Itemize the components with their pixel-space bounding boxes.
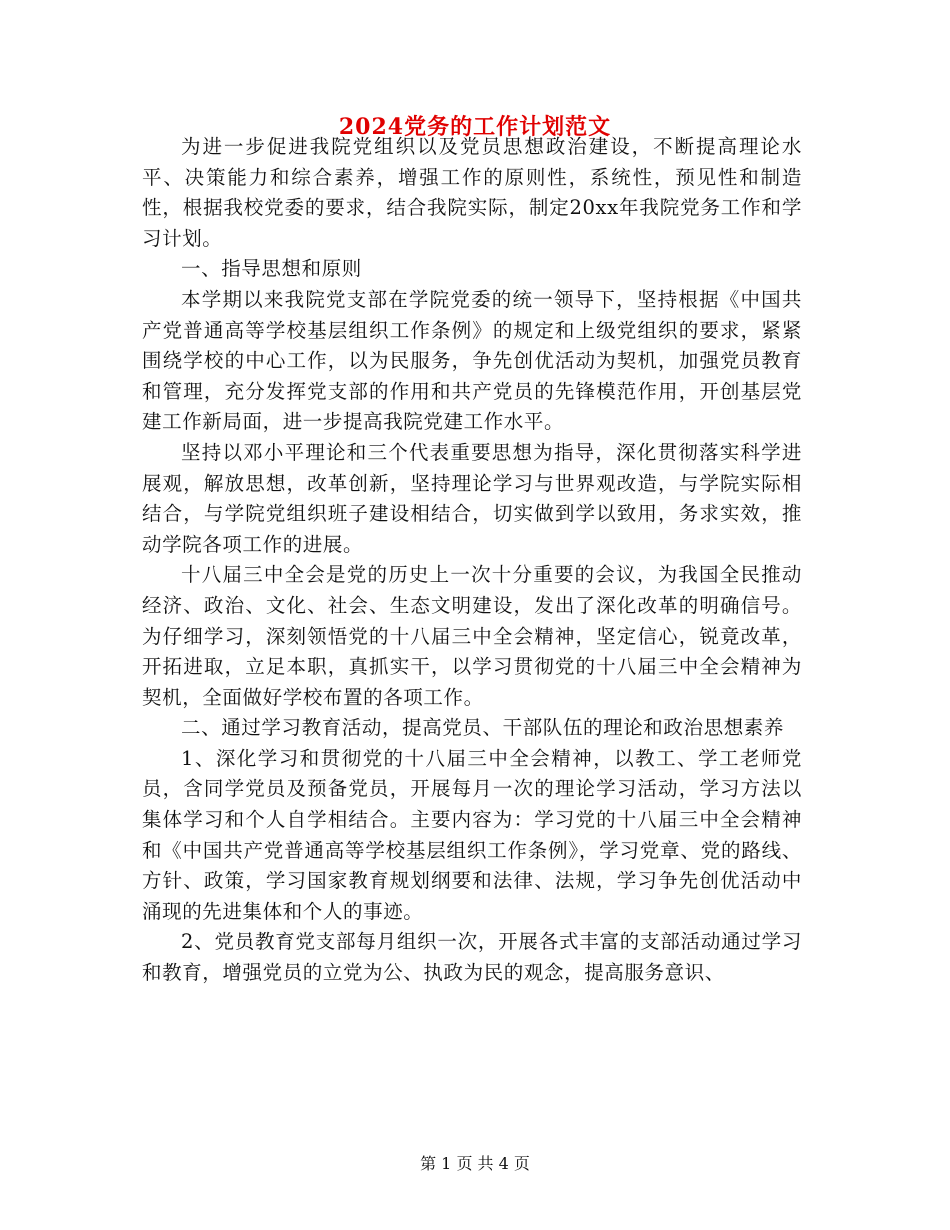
section-heading-2: 二、通过学习教育活动，提高党员、干部队伍的理论和政治思想素养 (181, 716, 785, 740)
list-item-paragraph: 2、党员教育党支部每月组织一次，开展各式丰富的支部活动通过学习和教育，增强党员的立党为公、执政为民的观念，提高服务意识、 (142, 930, 802, 985)
body-paragraph: 坚持以邓小平理论和三个代表重要思想为指导，深化贯彻落实科学进展观，解放思想，改革创新，坚持理论学习与世界观改造，与学院实际相结合，与学院党组织班子建设相结合，切实做到学以致用，务求实效，推动学院各项工作的进展。 (142, 440, 802, 556)
page-number-footer: 第 1 页 共 4 页 (420, 1154, 530, 1173)
document-title: 2024党务的工作计划范文 (338, 114, 612, 140)
body-paragraph: 本学期以来我院党支部在学院党委的统一领导下，坚持根据《中国共产党普通高等学校基层组织工作条例》的规定和上级党组织的要求，紧紧围绕学校的中心工作，以为民服务，争先创优活动为契机，加强党员教育和管理，充分发挥党支部的作用和共产党员的先锋模范作用，开创基层党建工作新局面，进一步提高我院党建工作水平。 (142, 287, 802, 434)
intro-paragraph: 为进一步促进我院党组织以及党员思想政治建设，不断提高理论水平、决策能力和综合素养，增强工作的原则性，系统性，预见性和制造性，根据我校党委的要求，结合我院实际，制定20xx年我院党务工作和学习计划。 (142, 135, 802, 250)
list-item-paragraph: 1、深化学习和贯彻党的十八届三中全会精神，以教工、学工老师党员，含同学党员及预备党员，开展每月一次的理论学习活动，学习方法以集体学习和个人自学相结合。主要内容为：学习党的十八届三中全会精神和《中国共产党普通高等学校基层组织工作条例》，学习党章、党的路线、方针、政策，学习国家教育规划纲要和法律、法规，学习争先创优活动中涌现的先进集体和个人的事迹。 (142, 746, 802, 923)
body-paragraph: 十八届三中全会是党的历史上一次十分重要的会议，为我国全民推动经济、政治、文化、社会、生态文明建设，发出了深化改革的明确信号。为仔细学习，深刻领悟党的十八届三中全会精神，坚定信心，锐竟改革，开拓进取，立足本职，真抓实干，以学习贯彻党的十八届三中全会精神为契机，全面做好学校布置的各项工作。 (142, 563, 802, 709)
document-body (142, 132, 802, 989)
section-heading-1: 一、指导思想和原则 (181, 257, 362, 281)
